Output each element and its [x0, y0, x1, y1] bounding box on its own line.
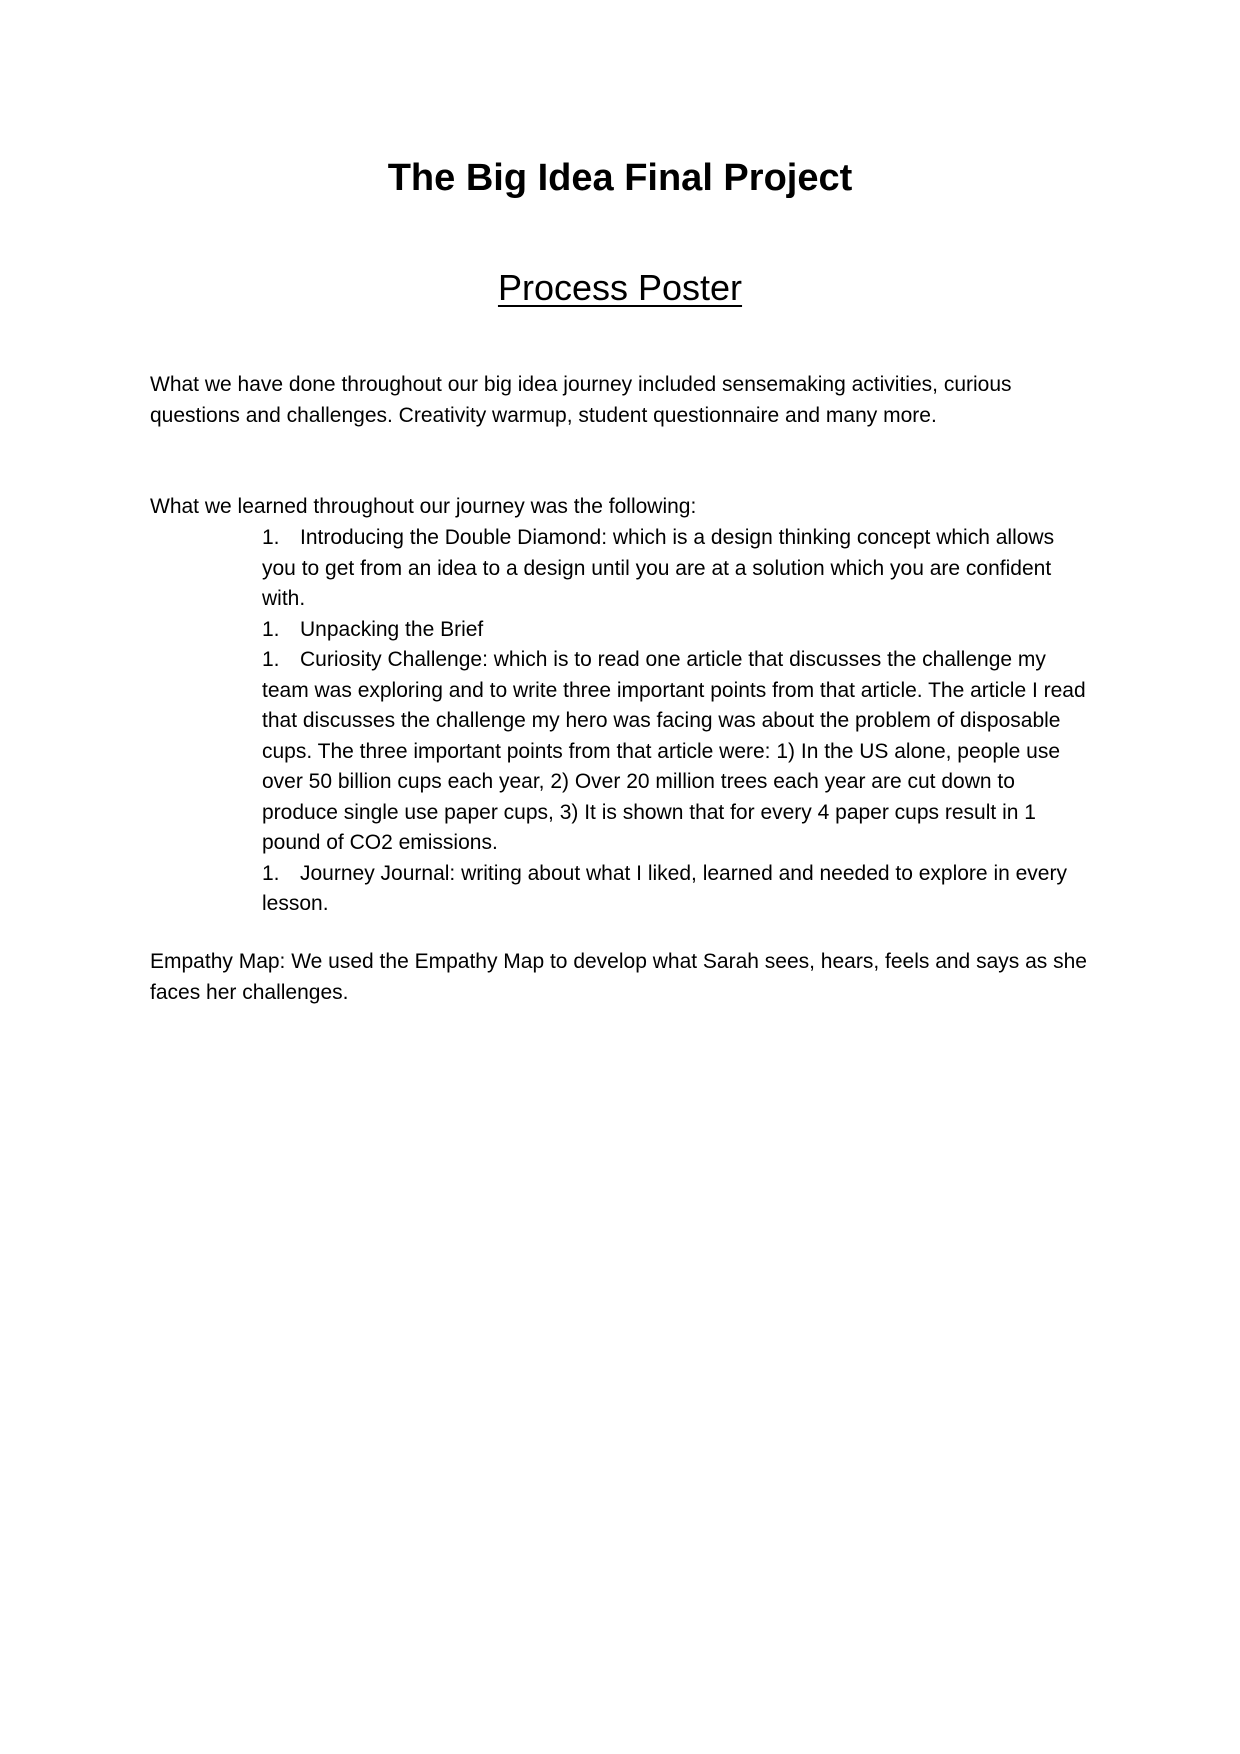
- intro-paragraph: What we have done throughout our big idea journey included sensemaking activities, curious questions and challenges. Creativity warmup, student questionnaire and many more.: [150, 373, 1012, 427]
- subtitle-text: Process Poster: [497, 267, 743, 308]
- page-title: The Big Idea Final Project: [387, 157, 853, 199]
- list-item: [262, 523, 1092, 615]
- empathy-paragraph: Empathy Map: We used the Empathy Map to develop what Sarah sees, hears, feels and says as she faces her challenges.: [150, 950, 1087, 1004]
- page-subtitle: [0, 264, 1240, 312]
- list-item-text: Introducing the Double Diamond: which is a design thinking concept which allows you to get from an idea to a design until you are at a solution which you are confident with.: [262, 526, 1055, 610]
- learned-list: [262, 523, 1092, 920]
- list-item: [262, 645, 1092, 859]
- learned-intro: What we learned throughout our journey was the following:: [150, 495, 697, 518]
- list-item-number: 1.: [262, 526, 280, 549]
- list-item: [262, 615, 1092, 646]
- list-item-text: Journey Journal: writing about what I liked, learned and needed to explore in every lesson.: [262, 861, 1067, 915]
- list-item-number: 1.: [262, 648, 280, 671]
- list-item-number: 1.: [262, 861, 280, 885]
- list-item-text: Unpacking the Brief: [300, 617, 484, 641]
- list-item-text: Curiosity Challenge: which is to read one article that discusses the challenge my team was exploring and to write three important points from that article. The article I read that discusses the challenge my hero was facing was about the problem of disposable cups. The three important points from that article were: 1) In the US alone, people use over 50 billion cups each year, 2) Over 20 million trees each year are cut down to produce single use paper cups, 3) It is shown that for every 4 paper cups result in 1 pound of CO2 emissions.: [262, 648, 1086, 854]
- list-item: [262, 859, 1092, 920]
- list-item-number: 1.: [262, 617, 280, 641]
